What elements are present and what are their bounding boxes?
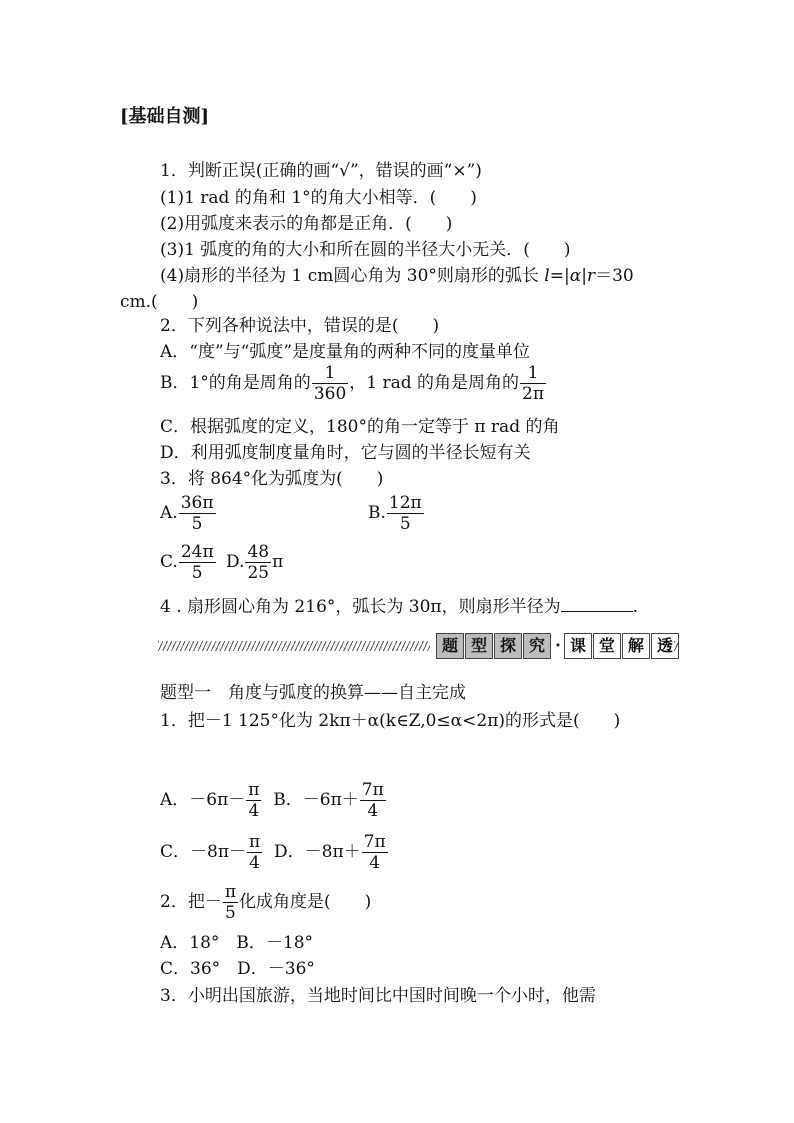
q2-b-fraction-2 [520, 363, 546, 404]
q4-stem: 4 . 扇形圆心角为 216°，弧长为 30π，则扇形半径为 [160, 597, 561, 617]
q3-d-num: 48 [247, 542, 270, 562]
q3-a-num: 36π [180, 493, 214, 513]
q2-b-pre: B．1°的角是周角的 [160, 373, 311, 393]
type1-p1-d-pre: D．－8π＋ [274, 842, 361, 862]
section-banner [158, 633, 678, 659]
banner-char: 究 [523, 633, 551, 659]
q2-stem: 2．下列各种说法中，错误的是( ) [160, 316, 440, 336]
type1-p1-options-ab [160, 780, 387, 821]
q1-stem: 1．判断正误(正确的画“√”，错误的画“×”) [160, 161, 482, 181]
type1-p1-d-den: 4 [369, 853, 381, 873]
q2-b-f1-den: 360 [313, 384, 347, 404]
q1-statement-3: (3)1 弧度的角的大小和所在圆的半径大小无关．( ) [160, 240, 571, 260]
q2-b-f1-num: 1 [312, 363, 348, 384]
banner-char: 型 [465, 633, 493, 659]
type1-p1-c-fraction [247, 832, 262, 873]
type1-p1-d-fraction [362, 832, 388, 873]
type1-p1-d-num: 7π [363, 832, 386, 852]
type1-p2-den: 5 [225, 903, 236, 923]
type1-p1-c-den: 4 [249, 853, 260, 873]
q2-option-a: A．“度”与“弧度”是度量角的两种不同的度量单位 [160, 342, 531, 362]
q1-statement-1: (1)1 rad 的角和 1°的角大小相等．( ) [160, 188, 477, 208]
type1-p3-stem: 3．小明出国旅游，当地时间比中国时间晚一个小时，他需 [160, 986, 596, 1006]
type1-p2-pre: 2．把－ [160, 892, 222, 912]
q2-option-d: D．利用弧度制度量角时，它与圆的半径长短有关 [160, 443, 531, 463]
q1-s4-l: l [544, 266, 550, 286]
banner-char: 课 [564, 633, 592, 659]
q1-s4-text: (4)扇形的半径为 1 cm圆心角为 30°则扇形的弧长 [160, 266, 545, 286]
type1-p1-b-num: 7π [361, 780, 384, 800]
q3-option-c [160, 542, 217, 583]
type1-p1-stem: 1．把－1 125°化为 2kπ＋α(k∈Z,0≤α<2π)的形式是( ) [160, 711, 621, 731]
type1-p2-fraction [223, 882, 238, 923]
type1-p1-a-fraction [246, 780, 261, 821]
q4-end: . [632, 597, 638, 617]
q3-b-label: B. [368, 503, 386, 523]
q3-option-b [368, 493, 425, 534]
q1-statement-2: (2)用弧度来表示的角都是正角．( ) [160, 214, 453, 234]
q3-d-label: D. [226, 552, 245, 572]
type1-p1-a-pre: A．－6π－ [160, 790, 246, 810]
banner-char: 堂 [593, 633, 621, 659]
q1-s4-r: r [586, 266, 596, 286]
q3-stem: 3．将 864°化为弧度为( ) [160, 469, 384, 489]
q3-b-fraction [387, 493, 424, 534]
q2-b-f2-num: 1 [520, 363, 546, 384]
banner-char: 探 [494, 633, 522, 659]
q3-a-fraction [179, 493, 216, 534]
type1-p1-options-cd [160, 832, 389, 873]
type1-heading: 题型一 角度与弧度的换算——自主完成 [160, 683, 466, 703]
q1-s4-value: ＝30 [595, 266, 634, 286]
q3-b-den: 5 [399, 514, 411, 534]
q2-option-c: C．根据弧度的定义，180°的角一定等于 π rad 的角 [160, 417, 560, 437]
q1-statement-4-cont: cm.( ) [120, 292, 199, 312]
type1-p2-stem [160, 882, 371, 923]
type1-p2-options-ab: A．18° B．－18° [160, 933, 314, 953]
q3-d-den: 25 [247, 563, 270, 583]
type1-p1-c-pre: C．－8π－ [160, 842, 246, 862]
banner-char: 解 [622, 633, 650, 659]
q3-d-fraction [245, 542, 271, 583]
banner-char: 透 [651, 633, 679, 659]
q1-s4-alpha: α [569, 266, 582, 286]
banner-title [436, 633, 680, 659]
q3-option-a [160, 493, 217, 534]
type1-p1-b-den: 4 [367, 801, 379, 821]
banner-hatch-right [674, 641, 678, 651]
q2-option-b [160, 363, 547, 404]
type1-p2-options-cd: C．36° D．－36° [160, 959, 315, 979]
banner-hatch-left [158, 641, 430, 651]
q4-text [160, 595, 638, 618]
type1-p1-b-pre: B．－6π＋ [273, 790, 359, 810]
q3-c-fraction [179, 542, 216, 583]
banner-separator: · [555, 636, 561, 656]
q2-b-f2-den: 2π [522, 384, 545, 404]
type1-p1-a-den: 4 [248, 801, 260, 821]
q3-c-num: 24π [180, 542, 214, 562]
q3-option-d [226, 542, 283, 583]
q3-a-den: 5 [191, 514, 203, 534]
q3-c-label: C. [160, 552, 178, 572]
q2-b-mid: ，1 rad 的角是周角的 [349, 373, 520, 393]
type1-p1-c-num: π [249, 832, 261, 852]
q1-s4-eq: =| [549, 266, 570, 286]
q1-statement-4 [160, 265, 634, 287]
section-title: [基础自测] [120, 106, 210, 127]
type1-p1-b-fraction [360, 780, 386, 821]
q3-c-den: 5 [191, 563, 203, 583]
type1-p1-a-num: π [248, 780, 260, 800]
q4-answer-blank[interactable] [561, 595, 633, 612]
q3-a-label: A. [160, 503, 178, 523]
q3-d-suffix: π [272, 552, 284, 572]
banner-char: 题 [436, 633, 464, 659]
q1-s4-bar: | [581, 266, 587, 286]
type1-p2-post: 化成角度是( ) [239, 892, 372, 912]
type1-p2-num: π [224, 882, 237, 902]
q3-b-num: 12π [388, 493, 422, 513]
q2-b-fraction-1 [312, 363, 348, 404]
